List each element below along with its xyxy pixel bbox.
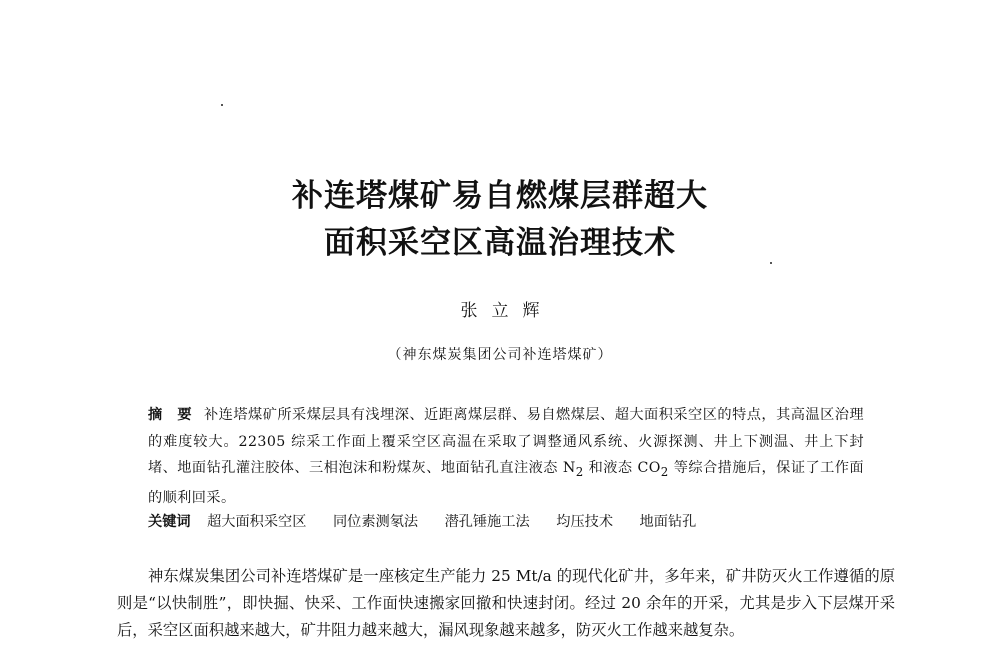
scan-speck (770, 262, 772, 264)
abstract-text-part-1: 补连塔煤矿所采煤层具有浅埋深、近距离煤层群、易自燃煤层、超大面积采空区的特点，其高温区治理的难度较大。22305 综采工作面上覆采空区高温在采取了调整通风系统、火源探测、井上下测温、井上下封堵、地面钻孔灌注胶体、三相泡沫和粉煤灰、地面钻孔直注液态 N (148, 407, 864, 476)
keyword-item: 地面钻孔 (639, 514, 697, 530)
paper-title-line-2: 面积采空区高温治理技术 (324, 225, 676, 261)
paper-title-line-1: 补连塔煤矿易自燃煤层群超大 (292, 178, 708, 214)
keyword-item: 潜孔锤施工法 (444, 514, 530, 530)
keyword-item: 超大面积采空区 (207, 514, 307, 530)
keywords-label: 关键词 (148, 514, 191, 530)
keyword-item: 均压技术 (556, 514, 614, 530)
keywords (148, 509, 864, 535)
author-affiliation: （神东煤炭集团公司补连塔煤矿） (387, 347, 613, 363)
abstract-label: 摘 要 (148, 407, 193, 423)
abstract (148, 402, 864, 512)
keyword-item: 同位素测氡法 (332, 514, 419, 530)
author-name: 张立辉 (460, 301, 554, 321)
co2-subscript: 2 (660, 464, 669, 479)
abstract-text-part-2: 和液态 CO (583, 460, 661, 476)
abstract-text-part-3: 等综合措施后，保证了工作面的顺利回采。 (148, 460, 864, 507)
n2-subscript: 2 (575, 464, 584, 479)
scan-speck (221, 104, 223, 106)
body-paragraph: 神东煤炭集团公司补连塔煤矿是一座核定生产能力 25 Mt/a 的现代化矿井，多年来，矿井防灭火工作遵循的原则是“以快制胜”，即快掘、快采、工作面快速搬家回撤和快速封闭。经过 20 余年的开采，尤其是步入下层煤开采后，采空区面积越来越大，矿井阻力越来越大，漏风现象越来越多，防灭火工作越来越复杂。 (117, 567, 895, 639)
